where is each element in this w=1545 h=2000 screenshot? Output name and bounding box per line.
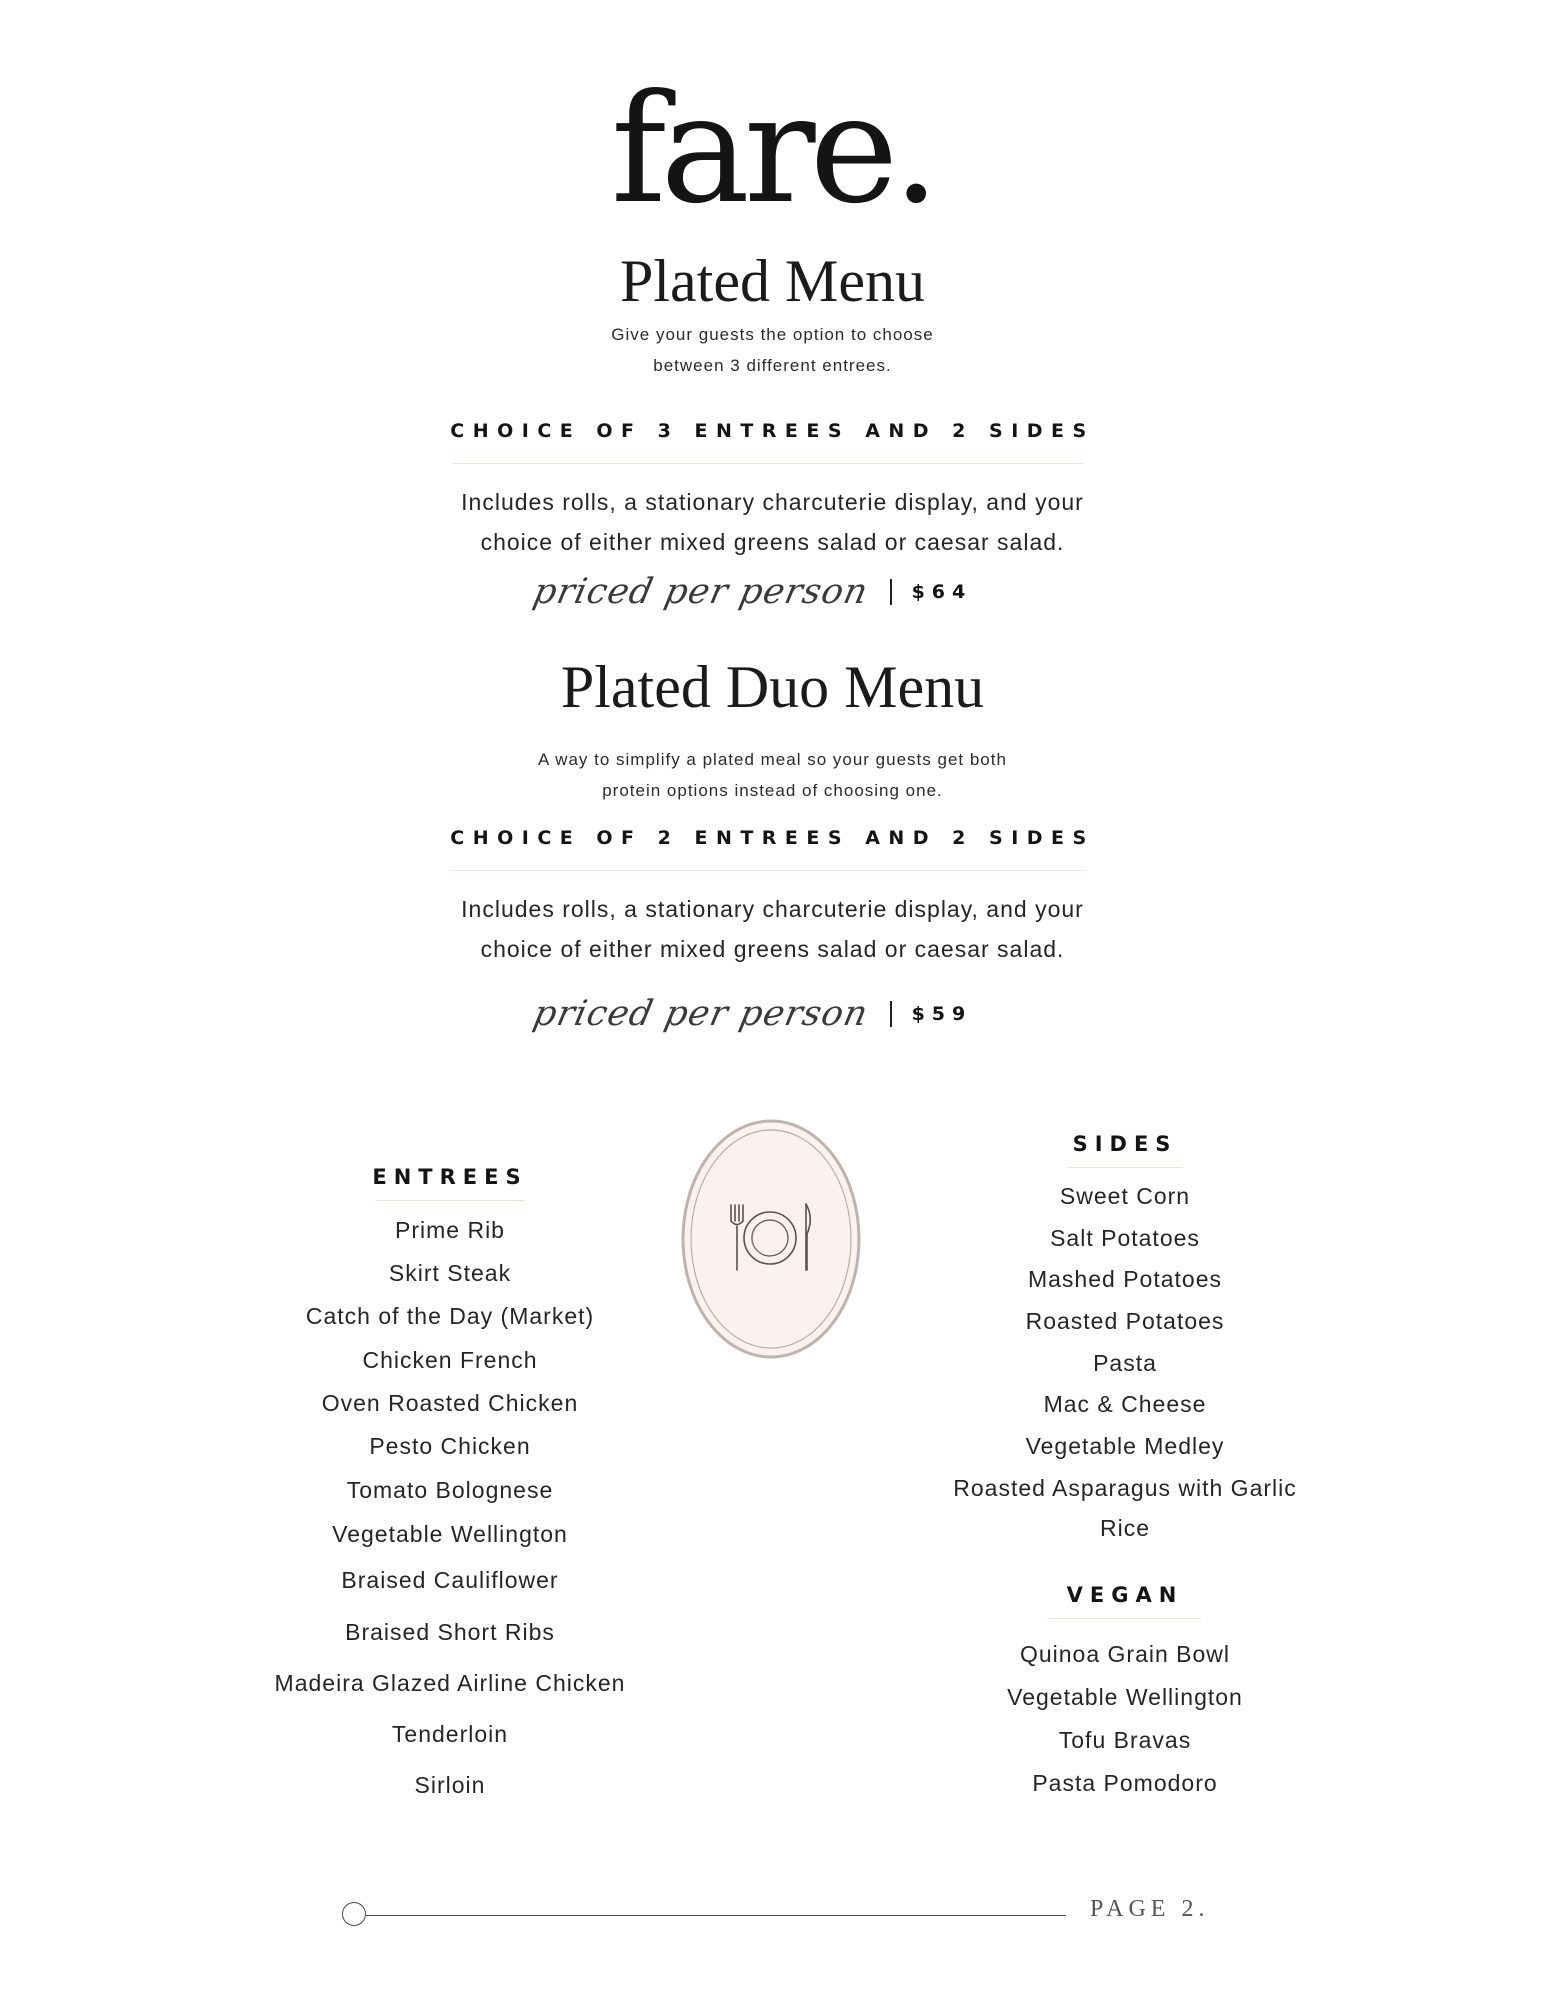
duo-menu-intro — [0, 744, 1545, 806]
entree-item: Chicken French — [362, 1347, 538, 1373]
duo-menu-description — [0, 889, 1545, 969]
plated-price: $64 — [911, 581, 973, 603]
entree-item: Oven Roasted Chicken — [321, 1390, 579, 1416]
side-item: Mac & Cheese — [1043, 1391, 1207, 1417]
entree-item: Braised Short Ribs — [345, 1619, 555, 1645]
vegan-item: Vegetable Wellington — [1007, 1684, 1243, 1710]
entree-item: Braised Cauliflower — [341, 1567, 559, 1593]
plated-description-line-2: choice of either mixed greens salad or caesar salad. — [480, 529, 1065, 555]
side-item: Rice — [1099, 1515, 1150, 1541]
side-item: Mashed Potatoes — [1027, 1266, 1222, 1292]
plated-intro-line-1: Give your guests the option to choose — [611, 325, 934, 344]
duo-price-note: priced per person — [529, 994, 872, 1034]
plated-menu-description — [0, 482, 1545, 562]
duo-description-line-1: Includes rolls, a stationary charcuterie display, and your — [461, 896, 1084, 922]
vegan-heading-divider — [1049, 1618, 1201, 1619]
vegan-item: Pasta Pomodoro — [1032, 1770, 1218, 1796]
vegan-heading: VEGAN — [1066, 1583, 1184, 1607]
entree-item: Tomato Bolognese — [346, 1477, 554, 1503]
entree-item: Catch of the Day (Market) — [305, 1303, 595, 1329]
side-item: Pasta — [1093, 1350, 1157, 1376]
side-item: Vegetable Medley — [1025, 1433, 1225, 1459]
vegan-item: Quinoa Grain Bowl — [1019, 1641, 1231, 1667]
vegan-item: Tofu Bravas — [1058, 1727, 1192, 1753]
duo-price: $59 — [911, 1003, 973, 1025]
entrees-column — [250, 1165, 650, 1815]
duo-intro-line-1: A way to simplify a plated meal so your guests get both — [538, 750, 1007, 769]
side-item: Roasted Potatoes — [1025, 1308, 1225, 1334]
entree-item: Sirloin — [414, 1772, 486, 1798]
plated-price-row — [529, 572, 973, 612]
duo-price-row — [529, 994, 973, 1034]
duo-heading-divider — [453, 870, 1083, 871]
price-separator — [890, 579, 892, 605]
side-item: Salt Potatoes — [1050, 1225, 1200, 1251]
entree-item: Skirt Steak — [388, 1260, 512, 1286]
duo-menu-title: Plated Duo Menu — [560, 654, 985, 720]
plated-heading-divider — [453, 463, 1083, 464]
sides-heading: SIDES — [1072, 1132, 1178, 1156]
side-item: Roasted Asparagus with Garlic — [953, 1475, 1297, 1501]
plated-description-line-1: Includes rolls, a stationary charcuterie display, and your — [461, 489, 1084, 515]
plated-intro-line-2: between 3 different entrees. — [653, 356, 892, 375]
plate-emblem — [680, 1118, 862, 1360]
duo-intro-line-2: protein options instead of choosing one. — [602, 781, 943, 800]
duo-menu-choice-heading: CHOICE OF 2 ENTREES AND 2 SIDES — [450, 827, 1095, 849]
sides-column — [925, 1132, 1325, 1552]
entree-item: Tenderloin — [391, 1721, 509, 1747]
entree-item: Madeira Glazed Airline Chicken — [274, 1670, 626, 1696]
plated-menu-intro — [0, 319, 1545, 381]
entree-item: Prime Rib — [395, 1217, 505, 1243]
vegan-column — [925, 1583, 1325, 1823]
plated-menu-title: Plated Menu — [620, 248, 925, 314]
page-number: PAGE 2. — [1090, 1896, 1210, 1922]
entree-item: Pesto Chicken — [369, 1433, 531, 1459]
footer-circle-marker — [342, 1902, 366, 1926]
duo-description-line-2: choice of either mixed greens salad or caesar salad. — [480, 936, 1065, 962]
brand-logo: fare. — [610, 63, 935, 237]
price-separator — [890, 1001, 892, 1027]
side-item: Sweet Corn — [1059, 1183, 1191, 1209]
entrees-heading: ENTREES — [372, 1165, 528, 1189]
sides-heading-divider — [1067, 1167, 1183, 1168]
footer-rule — [366, 1915, 1066, 1916]
entrees-heading-divider — [376, 1200, 524, 1201]
plated-price-note: priced per person — [529, 572, 872, 612]
entree-item: Vegetable Wellington — [332, 1521, 568, 1547]
plated-menu-choice-heading: CHOICE OF 3 ENTREES AND 2 SIDES — [450, 420, 1095, 442]
